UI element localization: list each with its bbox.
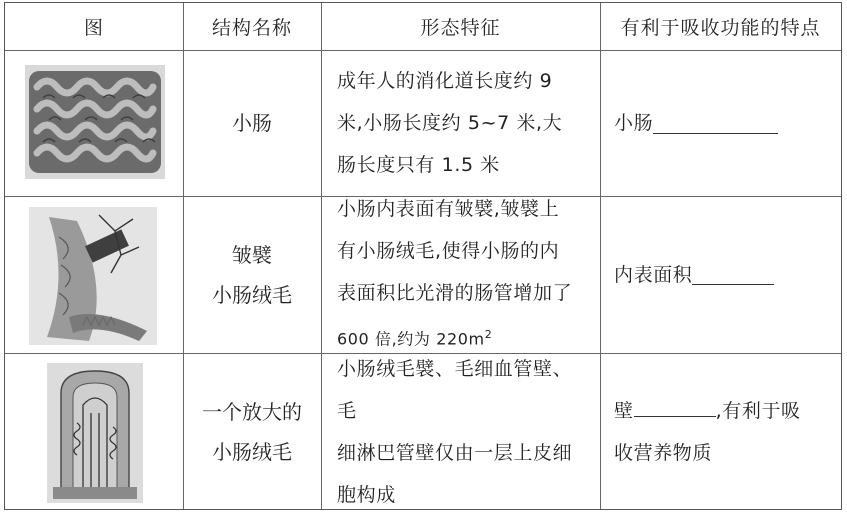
structure-table (4, 2, 842, 510)
feature-text: 小肠 (614, 112, 654, 134)
header-feature: 有利于吸收功能的特点 (620, 17, 821, 39)
row2-feature (600, 196, 841, 353)
feature-text: 内表面积 (614, 263, 693, 286)
header-name: 结构名称 (211, 17, 292, 39)
description-line: 米,小肠长度约 5~7 米,大 (337, 112, 563, 134)
row2-name (183, 196, 321, 353)
superscript: 2 (484, 328, 493, 342)
description-line: 小肠绒毛襞、毛细血管壁、毛 (337, 358, 573, 422)
description-line: 胞构成 (337, 484, 396, 506)
feature-line: 收营养物质 (614, 442, 713, 464)
feature-line (614, 390, 801, 432)
small-intestine-coils-photo (25, 65, 165, 179)
row2-description (321, 196, 600, 353)
description-line: 成年人的消化道长度约 9 (337, 70, 553, 92)
structure-name: 小肠绒毛 (212, 282, 292, 307)
row3-feature (600, 353, 841, 511)
description-area-text: 600 倍,约为 220m (337, 329, 485, 349)
feature-text: ,有利于吸 (715, 400, 801, 422)
description-line: 有小肠绒毛,使得小肠的内 (337, 240, 560, 263)
description-line: 表面积比光滑的肠管增加了 (337, 282, 573, 305)
header-form: 形态特征 (420, 17, 501, 39)
description-line: 小肠内表面有皱襞,皱襞上 (337, 198, 560, 221)
description-line: 肠长度只有 1.5 米 (337, 154, 500, 176)
row1-description (321, 50, 600, 196)
structure-name: 一个放大的 (202, 400, 302, 424)
row1-feature (600, 50, 841, 196)
row1-name (183, 50, 321, 196)
structure-name: 小肠绒毛 (212, 440, 292, 464)
intestine-folds-cutaway-illustration (29, 207, 157, 345)
header-image: 图 (83, 17, 104, 39)
answer-blank[interactable] (692, 264, 774, 285)
structure-name: 小肠 (232, 111, 272, 135)
row3-name (183, 353, 321, 511)
answer-blank[interactable] (634, 396, 716, 417)
answer-blank[interactable] (653, 113, 778, 134)
feature-text: 壁 (614, 400, 634, 422)
row3-description (321, 353, 600, 511)
structure-name: 皱襞 (232, 242, 272, 267)
description-line: 细淋巴管壁仅由一层上皮细 (337, 442, 573, 464)
magnified-villus-illustration (47, 363, 143, 503)
